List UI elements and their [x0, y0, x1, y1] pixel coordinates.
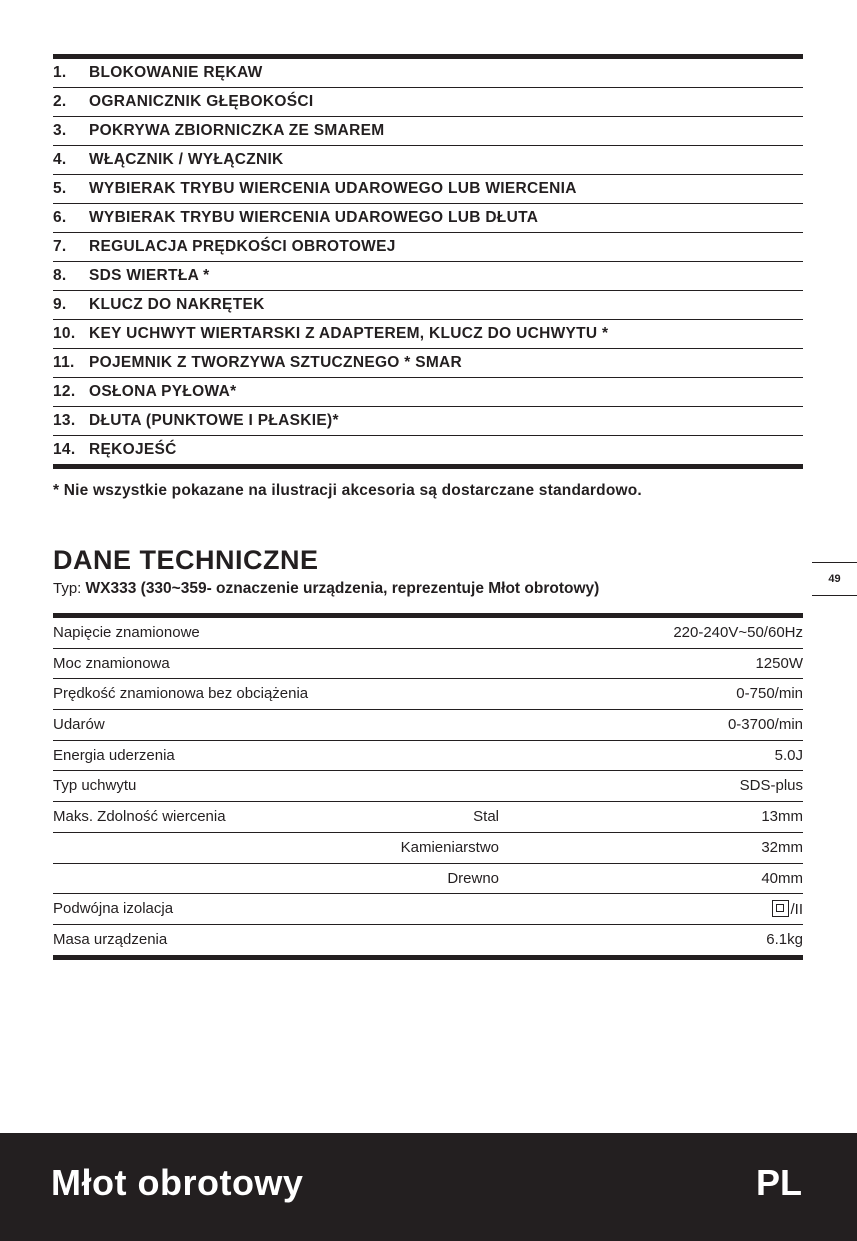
spec-value: 5.0J: [774, 746, 803, 764]
spec-label: Energia uderzenia: [53, 746, 175, 764]
table-row: [53, 771, 803, 802]
part-number: 11.: [53, 354, 75, 371]
spec-value: 6.1kg: [766, 930, 803, 948]
type-line: [53, 580, 599, 598]
parts-list-item: [53, 117, 803, 146]
spec-label: Masa urządzenia: [53, 930, 168, 948]
table-row: [53, 925, 803, 955]
part-number: 8.: [53, 267, 67, 284]
table-row: [53, 710, 803, 741]
part-label: WYBIERAK TRYBU WIERCENIA UDAROWEGO LUB WIERCENIA: [89, 180, 577, 197]
footer-bar: [0, 1133, 857, 1241]
spec-label: Moc znamionowa: [53, 654, 170, 672]
part-label: SDS WIERTŁA *: [89, 267, 210, 284]
part-label: BLOKOWANIE RĘKAW: [89, 64, 263, 81]
spec-label: Napięcie znamionowe: [53, 624, 200, 641]
parts-list-item: [53, 88, 803, 117]
spec-label: Prędkość znamionowa bez obciążenia: [53, 685, 309, 703]
spec-sublabel: Drewno: [447, 869, 499, 887]
part-number: 13.: [53, 412, 76, 429]
part-number: 5.: [53, 180, 67, 197]
part-label: DŁUTA (PUNKTOWE I PŁASKIE)*: [89, 412, 339, 429]
table-row: [53, 833, 803, 864]
part-number: 4.: [53, 151, 67, 168]
part-label: REGULACJA PRĘDKOŚCI OBROTOWEJ: [89, 238, 396, 255]
spec-value: 40mm: [761, 869, 803, 887]
double-insulation-icon: [772, 900, 789, 917]
spec-value: 13mm: [761, 808, 803, 826]
parts-list-item: [53, 291, 803, 320]
table-row: [53, 894, 803, 925]
part-number: 2.: [53, 93, 67, 110]
part-label: KLUCZ DO NAKRĘTEK: [89, 296, 265, 313]
part-number: 6.: [53, 209, 67, 226]
parts-list-item: [53, 233, 803, 262]
spec-value-with-icon: [772, 900, 803, 918]
part-number: 3.: [53, 122, 67, 139]
spec-value: 0-3700/min: [727, 716, 803, 734]
part-number: 10.: [53, 325, 76, 342]
part-label: RĘKOJEŚĆ: [89, 441, 177, 458]
part-number: 1.: [53, 64, 67, 81]
spec-value: 0-750/min: [736, 685, 803, 703]
table-row: [53, 741, 803, 772]
parts-list-item: [53, 146, 803, 175]
table-row: [53, 649, 803, 680]
type-model: WX333 (330~359- oznaczenie urządzenia, reprezentuje Młot obrotowy): [85, 580, 600, 597]
spec-value: 220-240V~50/60Hz: [673, 624, 803, 641]
part-label: WŁĄCZNIK / WYŁĄCZNIK: [89, 151, 284, 168]
part-label: WYBIERAK TRYBU WIERCENIA UDAROWEGO LUB DŁUTA: [89, 209, 539, 226]
parts-list-item: [53, 349, 803, 378]
parts-list-item: [53, 436, 803, 464]
page-number: 49: [812, 562, 857, 596]
part-label: OGRANICZNIK GŁĘBOKOŚCI: [89, 93, 314, 110]
parts-list-item: [53, 204, 803, 233]
table-row: [53, 618, 803, 649]
parts-list-item: [53, 175, 803, 204]
accessories-footnote: * Nie wszystkie pokazane na ilustracji akcesoria są dostarczane standardowo.: [53, 482, 642, 499]
spec-value: 32mm: [761, 838, 803, 856]
product-title: Młot obrotowy: [51, 1162, 304, 1203]
table-row: [53, 679, 803, 710]
part-number: 7.: [53, 238, 67, 255]
parts-list-item: [53, 378, 803, 407]
table-row: [53, 802, 803, 833]
type-prefix: Typ:: [53, 580, 86, 597]
section-title: DANE TECHNICZNE: [53, 545, 319, 575]
table-row: [53, 864, 803, 895]
spec-label: Podwójna izolacja: [53, 900, 174, 918]
spec-label: Udarów: [53, 716, 105, 734]
part-label: POJEMNIK Z TWORZYWA SZTUCZNEGO * SMAR: [89, 354, 463, 371]
spec-value: /II: [790, 901, 803, 919]
spec-label: Typ uchwytu: [53, 777, 137, 795]
spec-sublabel: Stal: [473, 808, 499, 826]
part-label: OSŁONA PYŁOWA*: [89, 383, 237, 400]
parts-list: [53, 54, 803, 469]
part-number: 12.: [53, 383, 76, 400]
language-code: PL: [755, 1162, 802, 1203]
part-label: KEY UCHWYT WIERTARSKI Z ADAPTEREM, KLUCZ DO UCHWYTU *: [89, 325, 609, 342]
parts-list-item: [53, 262, 803, 291]
parts-list-item: [53, 59, 803, 88]
part-label: POKRYWA ZBIORNICZKA ZE SMAREM: [89, 122, 385, 139]
spec-sublabel: Kamieniarstwo: [400, 838, 499, 856]
part-number: 14.: [53, 441, 76, 458]
parts-list-item: [53, 320, 803, 349]
spec-value: SDS-plus: [739, 777, 803, 795]
parts-list-item: [53, 407, 803, 436]
part-number: 9.: [53, 296, 67, 313]
specs-table: [53, 613, 803, 960]
spec-value: 1250W: [755, 654, 803, 672]
spec-label: Maks. Zdolność wiercenia: [53, 808, 226, 826]
